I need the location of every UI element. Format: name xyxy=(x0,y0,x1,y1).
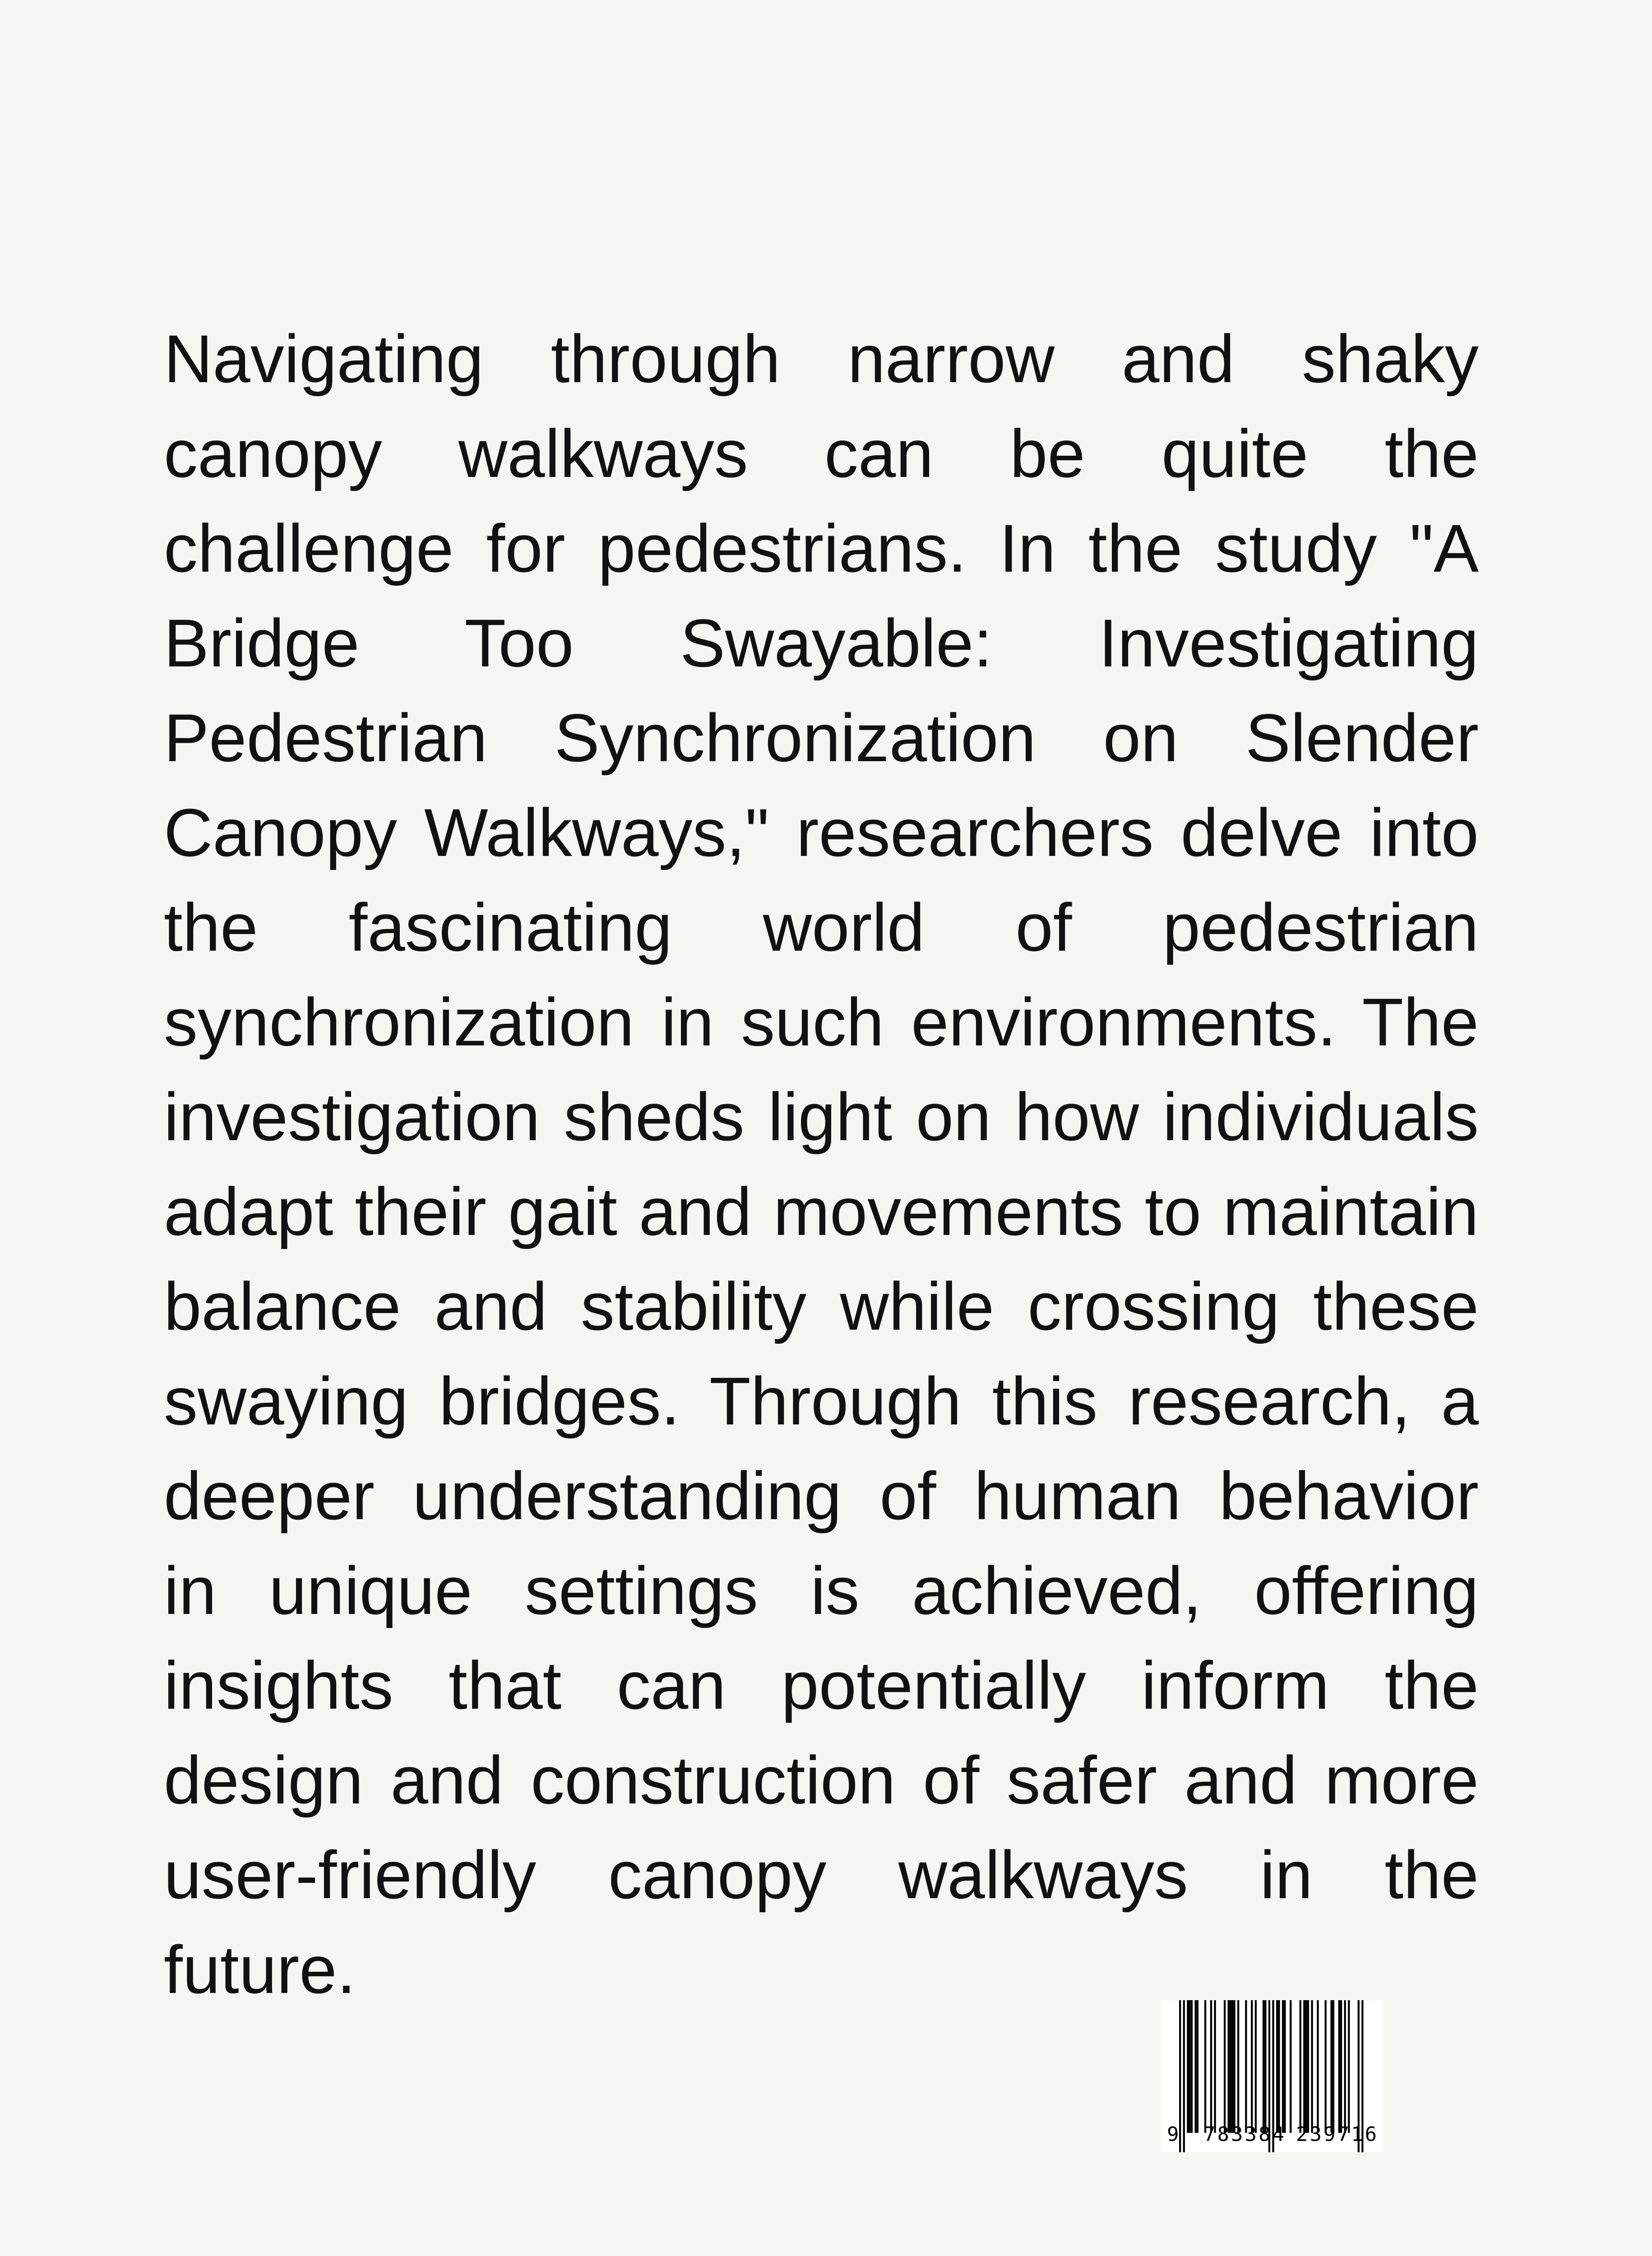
blurb-line: insights that can potentially inform the xyxy=(164,1647,1479,1723)
blurb-line: synchronization in such environments. The xyxy=(164,984,1479,1060)
barcode-bar xyxy=(1264,2000,1266,2133)
barcode-bar xyxy=(1224,2000,1226,2133)
blurb-line: canopy walkways can be quite the xyxy=(164,416,1479,491)
barcode-bar xyxy=(1233,2000,1235,2133)
barcode-bar xyxy=(1276,2000,1278,2133)
blurb-line: Bridge Too Swayable: Investigating xyxy=(164,605,1479,681)
barcode-bar xyxy=(1194,2000,1196,2133)
barcode-bar xyxy=(1210,2000,1212,2133)
barcode-bar xyxy=(1307,2000,1309,2133)
barcode-right-digits: 239716 xyxy=(1296,2123,1379,2146)
barcode-bar xyxy=(1214,2000,1216,2133)
barcode-bar xyxy=(1251,2000,1253,2133)
barcode-bar xyxy=(1245,2000,1247,2133)
barcode-bar xyxy=(1284,2000,1286,2133)
barcode-bar xyxy=(1189,2000,1191,2133)
blurb-line: adapt their gait and movements to maintain xyxy=(164,1174,1479,1249)
barcode-bar xyxy=(1228,2000,1230,2133)
blurb-line: user-friendly canopy walkways in the xyxy=(164,1837,1479,1913)
blurb-line: challenge for pedestrians. In the study "A xyxy=(164,510,1479,586)
barcode-bar xyxy=(1263,2000,1264,2133)
blurb-line: Canopy Walkways," researchers delve into xyxy=(164,795,1479,870)
isbn-barcode xyxy=(1161,2000,1384,2152)
blurb-line: deeper understanding of human behavior xyxy=(164,1458,1479,1534)
barcode-bar xyxy=(1305,2000,1307,2133)
back-cover-blurb xyxy=(164,311,1479,2017)
blurb-line: balance and stability while crossing these xyxy=(164,1268,1479,1344)
barcode-bar xyxy=(1290,2000,1291,2133)
barcode-bar xyxy=(1333,2000,1334,2133)
blurb-line: Navigating through narrow and shaky xyxy=(164,321,1479,397)
barcode-bar xyxy=(1330,2000,1332,2133)
blurb-line: investigation sheds light on how individuals xyxy=(164,1079,1479,1155)
barcode-bar xyxy=(1183,2000,1185,2152)
barcode-bar xyxy=(1300,2000,1301,2133)
barcode-bar xyxy=(1282,2000,1284,2133)
barcode-bar xyxy=(1278,2000,1280,2133)
barcode-bar xyxy=(1191,2000,1193,2133)
barcode-bar xyxy=(1237,2000,1239,2133)
barcode-bar xyxy=(1338,2000,1340,2133)
barcode-bar xyxy=(1344,2000,1346,2133)
barcode-bar xyxy=(1197,2000,1199,2133)
blurb-line: Pedestrian Synchronization on Slender xyxy=(164,700,1479,776)
barcode-bar xyxy=(1231,2000,1233,2133)
barcode-first-digit: 9 xyxy=(1167,2123,1180,2146)
barcode-bar xyxy=(1348,2000,1350,2133)
blurb-line: in unique settings is achieved, offering xyxy=(164,1553,1479,1628)
blurb-line: swaying bridges. Through this research, a xyxy=(164,1363,1479,1439)
barcode-bar xyxy=(1303,2000,1305,2133)
barcode-bar xyxy=(1179,2000,1181,2152)
barcode-bar xyxy=(1340,2000,1342,2133)
barcode-bar xyxy=(1325,2000,1327,2133)
blurb-line: future. xyxy=(164,1932,356,2007)
barcode-bar xyxy=(1187,2000,1189,2133)
barcode-bar xyxy=(1311,2000,1313,2133)
barcode-bar xyxy=(1230,2000,1231,2133)
blurb-line: the fascinating world of pedestrian xyxy=(164,889,1479,965)
barcode-bar xyxy=(1255,2000,1257,2133)
barcode-bar xyxy=(1317,2000,1319,2133)
blurb-line: design and construction of safer and more xyxy=(164,1742,1479,1818)
barcode-bar xyxy=(1204,2000,1206,2133)
barcode-left-digits: 783384 xyxy=(1203,2123,1286,2146)
